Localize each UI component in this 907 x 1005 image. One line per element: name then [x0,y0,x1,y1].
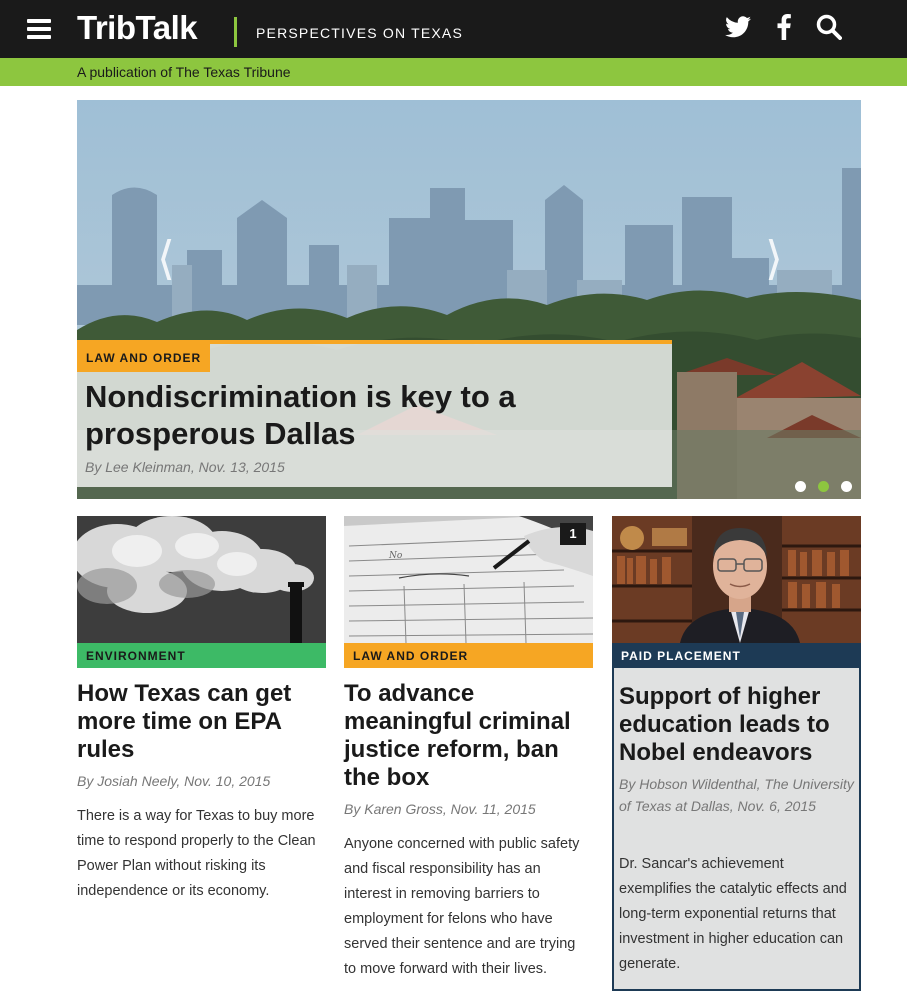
site-logo[interactable]: TribTalk [77,9,198,46]
carousel-dot-2[interactable] [818,481,829,492]
hero-headline[interactable]: Nondiscrimination is key to a prosperous Dallas [85,379,516,451]
card-excerpt: Dr. Sancar's achievement exemplifies the catalytic effects and long-term exponential returns that investment in higher education can generate. [619,856,847,972]
portrait-image[interactable] [612,516,861,643]
carousel-next-arrow[interactable]: ⟩ [765,231,783,285]
top-bar [0,0,907,58]
hamburger-menu-icon[interactable] [27,19,51,39]
carousel-dot-1[interactable] [795,481,806,492]
card-category-tag[interactable]: PAID PLACEMENT [612,643,861,668]
card-headline[interactable]: How Texas can get more time on EPA rules [77,680,292,763]
hero-byline: By Lee Kleinman, Nov. 13, 2015 [85,459,285,475]
card-category-tag[interactable]: LAW AND ORDER [344,643,593,668]
svg-text:No: No [389,551,403,561]
hero-carousel[interactable] [77,100,861,499]
publication-link[interactable]: A publication of The Texas Tribune [77,64,291,80]
card-byline: By Hobson Wildenthal, The University of Texas at Dallas, Nov. 6, 2015 [619,776,854,814]
application-form-image[interactable] [344,516,593,643]
carousel-dot-3[interactable] [841,481,852,492]
site-tagline: PERSPECTIVES ON TEXAS [256,25,463,41]
search-icon[interactable] [814,12,844,42]
card-byline: By Josiah Neely, Nov. 10, 2015 [77,773,271,789]
card-excerpt: Anyone concerned with public safety and fiscal responsibility has an interest in removing barriers to employment for felons who have served their sentence and are trying to move forward with their lives. [344,836,580,977]
card-headline[interactable]: Support of higher education leads to Nobel endeavors [619,683,830,766]
facebook-icon[interactable] [774,12,794,42]
carousel-pagination [795,481,861,492]
card-category-tag[interactable]: ENVIRONMENT [77,643,326,668]
card-byline: By Karen Gross, Nov. 11, 2015 [344,801,536,817]
logo-divider [234,17,237,47]
twitter-icon[interactable] [723,12,753,42]
carousel-prev-arrow[interactable]: ⟨ [157,231,175,285]
hero-category-tag[interactable]: LAW AND ORDER [77,344,210,372]
comment-count-badge[interactable]: 1 [560,523,586,545]
smokestack-image[interactable] [77,516,326,643]
publication-bar [0,58,907,86]
card-excerpt: There is a way for Texas to buy more time to respond properly to the Clean Power Plan without risking its independence or its economy. [77,808,316,899]
card-headline[interactable]: To advance meaningful criminal justice reform, ban the box [344,680,571,791]
hero-story-card[interactable] [77,340,672,487]
